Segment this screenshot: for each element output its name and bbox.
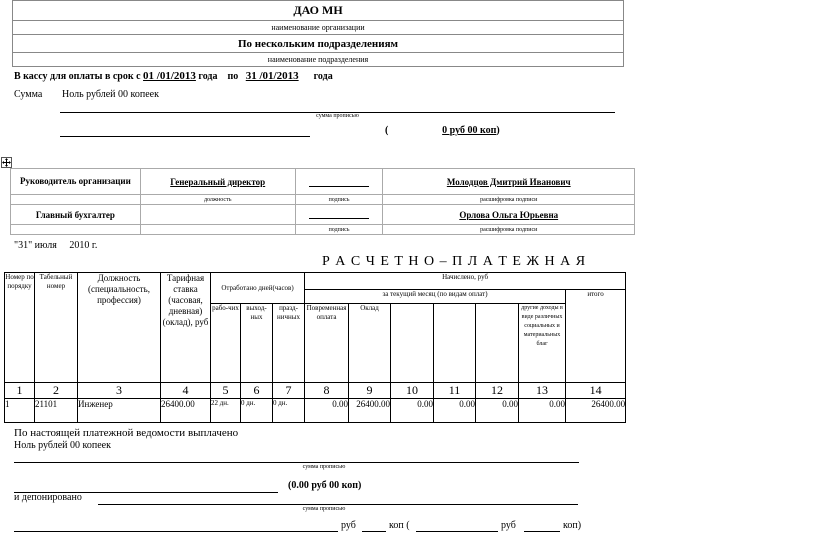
accountant-name-caption: расшифровка подписи [383,225,635,235]
deposited-line [98,504,578,505]
payout-prefix: В кассу для оплаты в срок с [14,71,141,82]
deposited-rub-line [14,531,338,532]
table-row [5,399,626,423]
organization-header [12,0,624,67]
col-number: 2 [35,383,78,399]
accountant-name: Орлова Ольга Юрьевна [383,205,635,225]
col-number: 3 [78,383,161,399]
row-tab: 21101 [35,399,78,423]
row-position: Инженер [78,399,161,423]
dept-caption: наименование подразделения [13,53,624,67]
row-holiday: 0 дн. [273,399,305,423]
col-number: 11 [434,383,476,399]
header-empty-11 [434,304,476,383]
payout-period [14,70,333,82]
header-worked: Отработано дней(часов) [211,273,305,304]
deposited-kop2-line [524,531,560,532]
header-tab: Табельный номер [35,273,78,383]
paid-caption: сумма прописью [302,464,346,470]
paid-value: (0.00 руб 00 коп) [288,480,362,491]
move-cross-icon[interactable] [1,157,12,168]
row-c13: 0.00 [519,399,566,423]
col-number: 5 [211,383,241,399]
header-workdays: рабо-чих [211,304,241,383]
sum-line-2 [60,136,310,137]
director-name-caption: расшифровка подписи [383,195,635,205]
sum-value: 0 руб 00 коп [442,125,497,136]
col-number: 10 [391,383,434,399]
col-number: 13 [519,383,566,399]
date-day: "31" [14,240,33,251]
deposited-rub2-label: руб [501,520,516,531]
col-number: 1 [5,383,35,399]
row-weekend: 0 дн. [241,399,273,423]
director-sign-field [295,169,383,195]
accountant-sign-caption: подпись [295,225,383,235]
header-rate: Тарифная ставка (часовая, дневная) (оклад), руб [161,273,211,383]
row-c14: 26400.00 [566,399,626,423]
col-number: 7 [273,383,305,399]
director-position: Генеральный директор [140,169,295,195]
row-c9: 26400.00 [349,399,391,423]
deposited-caption: сумма прописью [302,506,346,512]
document-date [14,240,97,251]
deposited-kop2-label: коп) [563,520,582,531]
header-num: Номер по порядку [5,273,35,383]
col-number: 6 [241,383,273,399]
dept-name: По нескольким подразделениям [13,35,624,53]
header-weekend: выход-ных [241,304,273,383]
paid-words: Ноль рублей 00 копеек [14,440,111,451]
accountant-sign-field [295,205,383,225]
director-role: Руководитель организации [11,169,141,195]
deposited-kop-line [362,531,386,532]
payout-to-date: 31 /01/2013 [245,70,299,82]
header-accrued: Начислено, руб [305,273,626,290]
row-workdays: 22 дн. [211,399,241,423]
accountant-role: Главный бухгалтер [11,205,141,225]
row-num: 1 [5,399,35,423]
sum-words: Ноль рублей 00 копеек [62,89,159,100]
deposited-label: и депонировано [14,492,82,503]
col-number: 12 [476,383,519,399]
header-position: Должность (специальность, профессия) [78,273,161,383]
paid-text: По настоящей платежной ведомости выплачено [14,427,239,439]
director-sign-caption: подпись [295,195,383,205]
col-number: 9 [349,383,391,399]
deposited-rub-label: руб [341,520,356,531]
payout-from-date: 01 /01/2013 [143,70,196,82]
org-caption: наименование организации [13,21,624,35]
row-c12: 0.00 [476,399,519,423]
signatures-table [10,168,635,235]
deposited-kop-label: коп ( [389,520,410,531]
header-empty-10 [391,304,434,383]
header-empty-12 [476,304,519,383]
row-c11: 0.00 [434,399,476,423]
payroll-table [4,272,626,423]
col-number: 4 [161,383,211,399]
org-name: ДАО МН [13,1,624,21]
payout-mid2: по [227,71,239,82]
payout-mid1: года [198,71,218,82]
col-number: 14 [566,383,626,399]
director-position-caption: должность [140,195,295,205]
paid-line [14,462,579,463]
date-month: июля [34,240,57,251]
col-number: 8 [305,383,349,399]
payout-suffix: года [313,71,333,82]
row-rate: 26400.00 [161,399,211,423]
sum-caption: сумма прописью [316,113,359,119]
row-c8: 0.00 [305,399,349,423]
header-salary: Оклад [349,304,391,383]
column-numbers-row [5,383,626,399]
header-holiday: празд-ничных [273,304,305,383]
sum-value-box: ( 0 руб 00 коп) [385,125,500,136]
date-year: 2010 г. [69,240,98,251]
deposited-rub2-line [416,531,498,532]
header-other: другие доходы в виде различных социальных и материальных благ [519,304,566,383]
sum-label: Сумма [14,89,43,100]
row-c10: 0.00 [391,399,434,423]
header-total: итого [566,290,626,383]
header-hourly: Повременная оплата [305,304,349,383]
director-name: Молодцов Дмитрий Иванович [383,169,635,195]
header-by-type: за текущий месяц (по видам оплат) [305,290,566,304]
document-title: Р А С Ч Е Т Н О – П Л А Т Е Ж Н А Я [322,254,587,269]
